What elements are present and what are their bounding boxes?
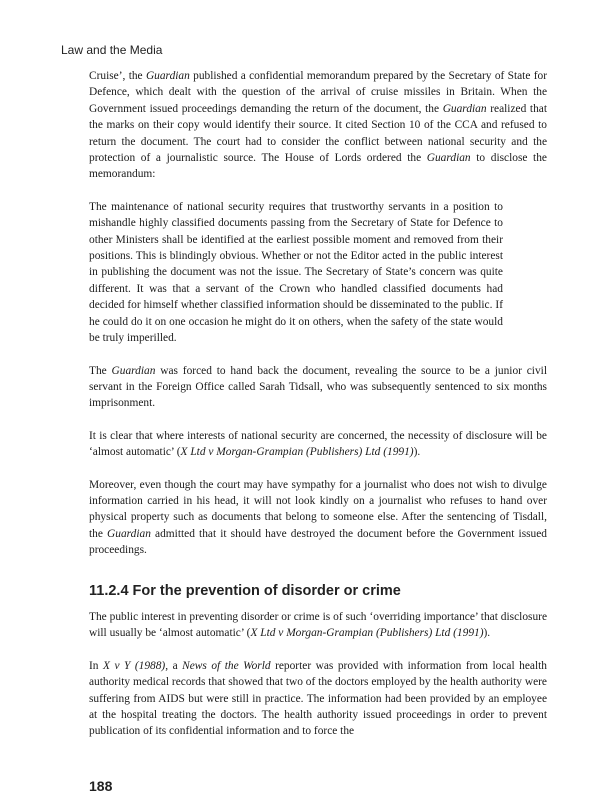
- page-body: [89, 68, 547, 756]
- paragraph-guardian-memo: Cruise’, the Guardian published a confidential memorandum prepared by the Secretary of State for Defence, which dealt with the question of the arrival of cruise missiles in Britain. When the Government issued proceedings demanding the return of the document, the Guardian realized that the marks on their copy would identify their source. It cited Section 10 of the CCA and refused to return the document. The court had to consider the conflict between national security and the protection of a journalistic source. The House of Lords ordered the Guardian to disclose the memorandum:: [89, 70, 547, 181]
- paragraph-x-v-y: In X v Y (1988), a News of the World reporter was provided with information from local health authority medical records that showed that two of the doctors employed by the health authority were suffering from AIDS but were still in practice. The information had been provided by an employee at the hospital treating the doctors. The health authority issued proceedings in order to prevent publication of its confidential information and to force the: [89, 659, 547, 738]
- block-quote: The maintenance of national security requires that trustworthy servants in a position to mishandle highly classified documents passing from the Secretary of State for Defence to other Ministers shall be identified at the earliest possible moment and removed from their positions. This is blindingly obvious. Whether or not the Editor acted in the public interest in publishing the document was not the issue. The Secretary of State’s concern was quite different. It was that a servant of the Crown who handled classified documents had decided for himself whether classified information should be disseminated to the public. If he could do it on one occasion he might do it on others, when the safety of the state would be truly imperilled.: [89, 200, 503, 345]
- paragraph-prevention-crime: The public interest in preventing disorder or crime is of such ‘overriding importance’ that disclosure will usually be ‘almost automatic’ (X Ltd v Morgan-Grampian (Publishers) Ltd (1991)).: [89, 610, 547, 640]
- section-number: 11.2.4: [89, 582, 129, 599]
- paragraph-tisdall: The Guardian was forced to hand back the document, revealing the source to be a junior civil servant in the Foreign Office called Sarah Tidsall, who was subsequently sentenced to six months imprisonment.: [89, 364, 548, 410]
- running-head: Law and the Media: [61, 43, 163, 57]
- page-number: 188: [89, 778, 113, 794]
- section-heading: [89, 583, 547, 599]
- paragraph-physical-property: Moreover, even though the court may have sympathy for a journalist who does not wish to divulge information carried in his head, it will not look kindly on a journalist who refuses to hand over physical property such as documents that belong to someone else. After the sentencing of Tisdall, the Guardian admitted that it should have destroyed the document before the Government issued proceedings.: [89, 478, 548, 557]
- section-title: For the prevention of disorder or crime: [132, 582, 401, 599]
- paragraph-national-security: It is clear that where interests of national security are concerned, the necessity of disclosure will be ‘almost automatic’ (X Ltd v Morgan-Grampian (Publishers) Ltd (1991)).: [89, 429, 547, 459]
